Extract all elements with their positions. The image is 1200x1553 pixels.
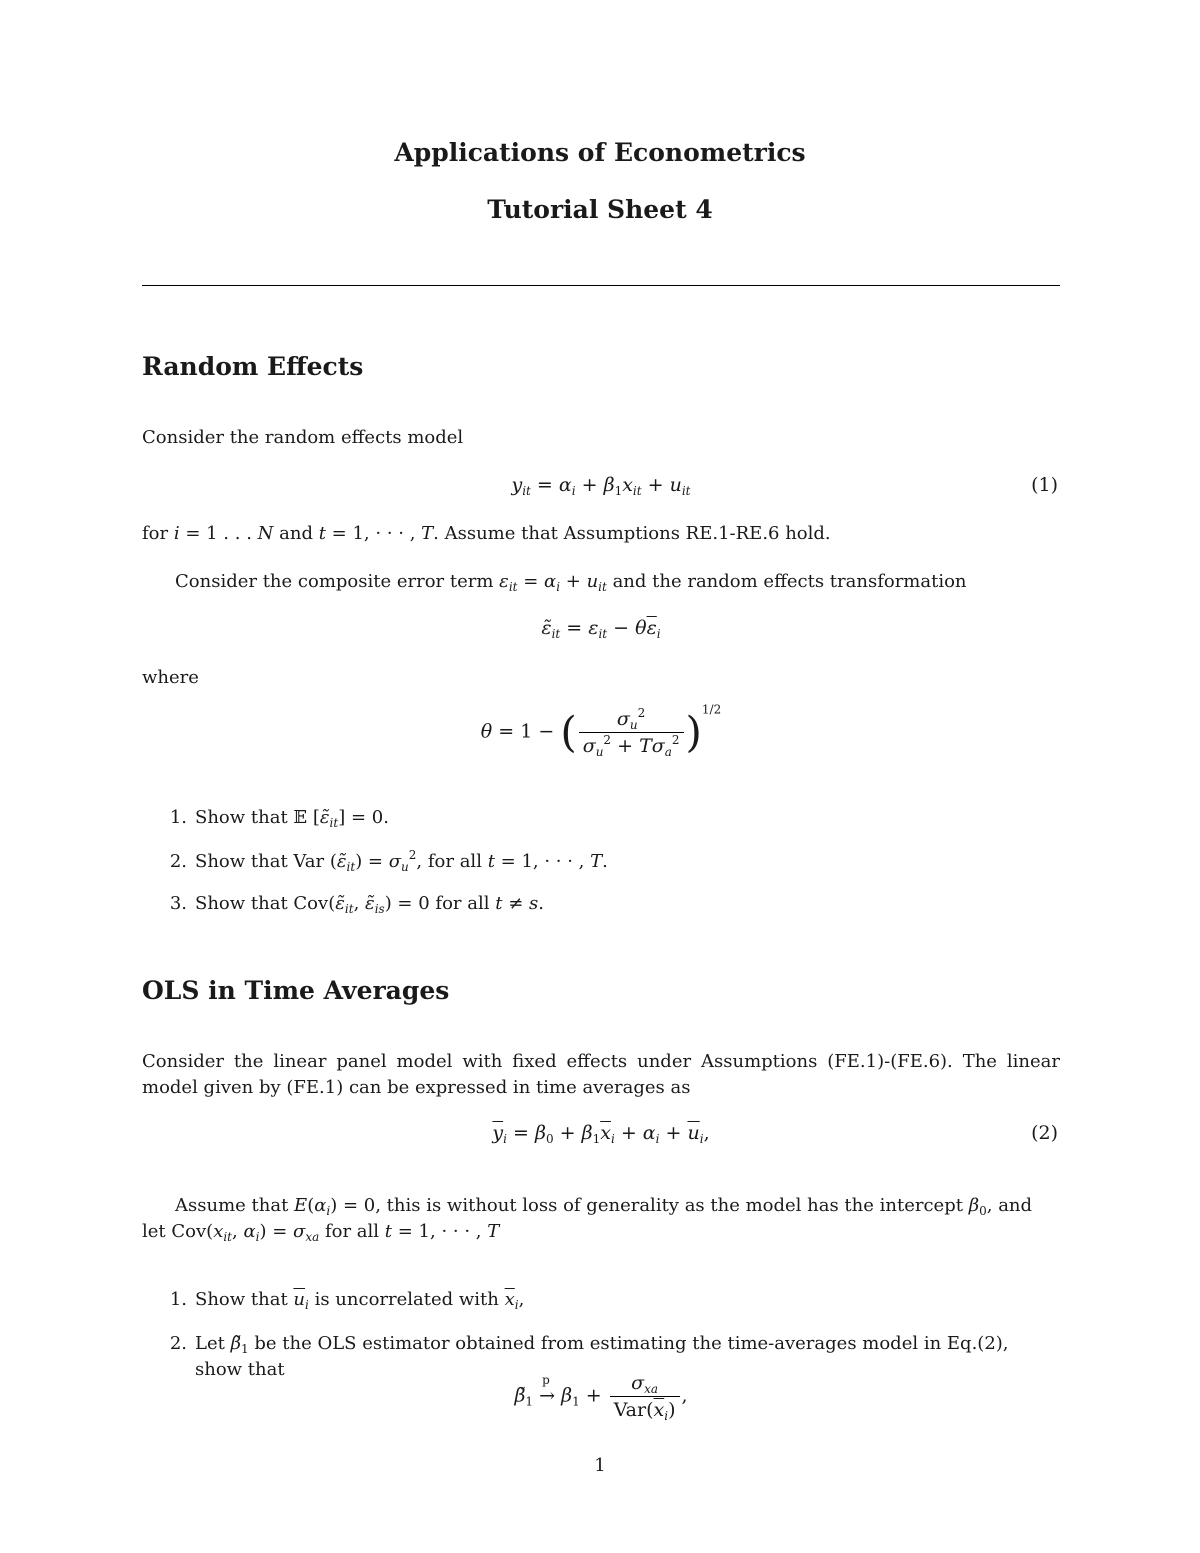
- item-number: 3.: [169, 893, 187, 914]
- item-3-pre: Show that: [195, 893, 288, 914]
- item-2-post: for all: [427, 851, 482, 872]
- s1-range-line: for i = 1 . . . N and t = 1, · · · , T. Assume that Assumptions RE.1-RE.6 hold.: [142, 523, 831, 544]
- document-title: Applications of Econometrics: [394, 138, 806, 167]
- and-label: and: [279, 523, 313, 544]
- equation-1-number: (1): [1031, 474, 1058, 496]
- equation-2-number: (2): [1031, 1122, 1058, 1144]
- document-subtitle: Tutorial Sheet 4: [487, 195, 713, 224]
- page-number: 1: [594, 1455, 606, 1476]
- composite-pre: Consider the composite error term: [175, 571, 494, 592]
- item-3-post: for all: [435, 893, 490, 914]
- item-2-pre: Show that: [195, 851, 288, 872]
- composite-post: and the random effects transformation: [612, 571, 967, 592]
- s2-assume-line: Assume that $E(\alpha_i) = 0$, this is without loss of generality as the model has the intercept $\beta_0$, and: [175, 1195, 1033, 1218]
- equation-plim: $\betã_1$ p → $\beta_1$ + $\frac{\sigma_{xa}}{Var(\overline{x}_i)}$ ,: [514, 1372, 688, 1423]
- equation-theta: θ = 1 − ( $\frac{\sigma_u^2}{\sigma_u^2 + T\sigma_a^2}$ )$^{1/2}$: [480, 702, 722, 759]
- s2-item-2-pre: Let: [195, 1333, 225, 1354]
- item-1-pre: Show that: [195, 807, 288, 828]
- item-number: 1.: [169, 1289, 187, 1310]
- s2-item-1: 1. Show that $\overline{u}_i$ is uncorrelated with $\overline{x}_i$,: [163, 1287, 1060, 1313]
- s2-let-line: let $Cov(x_{it}$, $\alpha_i) = \sigma_{xa}$ for all t = 1, · · · , T: [142, 1221, 500, 1244]
- title-divider: [142, 285, 1060, 286]
- s1-composite-line: Consider the composite error term $\varepsilon_{it} = \alpha_i + u_{it}$ and the random effects transformation: [175, 571, 967, 594]
- equation-1: $y_{it} = \alpha_i + \beta_1x_{it} + u_{it}$: [511, 474, 691, 498]
- s1-item-1: 1. Show that 𝔼 $[\varepsiloñ_{it}] = 0$.: [163, 805, 1060, 831]
- s2-item-2-line2: show that: [195, 1359, 285, 1380]
- s2-paragraph-1: Consider the linear panel model with fixed effects under Assumptions (FE.1)-(FE.6). The linear model given by (FE.1) can be expressed in time averages as: [142, 1051, 1060, 1098]
- assume-mid: , this is without loss of generality as the model has the intercept: [375, 1195, 963, 1216]
- assume-text: . Assume that Assumptions RE.1-RE.6 hold.: [433, 523, 831, 544]
- for-label: for: [142, 523, 169, 544]
- s2-item-2: 2. Let $\betã_1$ be the OLS estimator obtained from estimating the time-averages model in Eq.(2),: [163, 1331, 1060, 1357]
- equation-transformation: $\varepsiloñ_{it} = \varepsilon_{it} - \theta\overline{\varepsilon}_i$: [541, 617, 661, 641]
- assume-pre: Assume that: [175, 1195, 289, 1216]
- s2-item-1-mid: is uncorrelated with: [314, 1289, 499, 1310]
- s1-intro: Consider the random effects model: [142, 427, 464, 448]
- assume-and: , and: [986, 1195, 1033, 1216]
- for-all-label: for all: [324, 1221, 380, 1242]
- item-number: 2.: [169, 1333, 187, 1354]
- section-heading-random-effects: Random Effects: [142, 352, 364, 381]
- s1-item-3: 3. Show that $Cov(\varepsiloñ_{it}$, $\varepsiloñ_{is}) = 0$ for all t ≠ s.: [163, 891, 1060, 917]
- item-number: 1.: [169, 807, 187, 828]
- where-label: where: [142, 667, 199, 688]
- equation-2: $\overline{y}_i = \beta_0 + \beta_1\overline{x}_i + \alpha_i + \overline{u}_i$,: [492, 1122, 710, 1146]
- let-pre: let: [142, 1221, 166, 1242]
- s2-item-2-mid: be the OLS estimator obtained from estimating the time-averages model in Eq.(2),: [254, 1333, 1009, 1354]
- s1-item-2: 2. Show that Var $(\varepsiloñ_{it}) = \sigma_u^2$, for all t = 1, · · · , T.: [163, 849, 1060, 875]
- s2-item-1-pre: Show that: [195, 1289, 288, 1310]
- section-heading-ols: OLS in Time Averages: [142, 976, 450, 1005]
- item-number: 2.: [169, 851, 187, 872]
